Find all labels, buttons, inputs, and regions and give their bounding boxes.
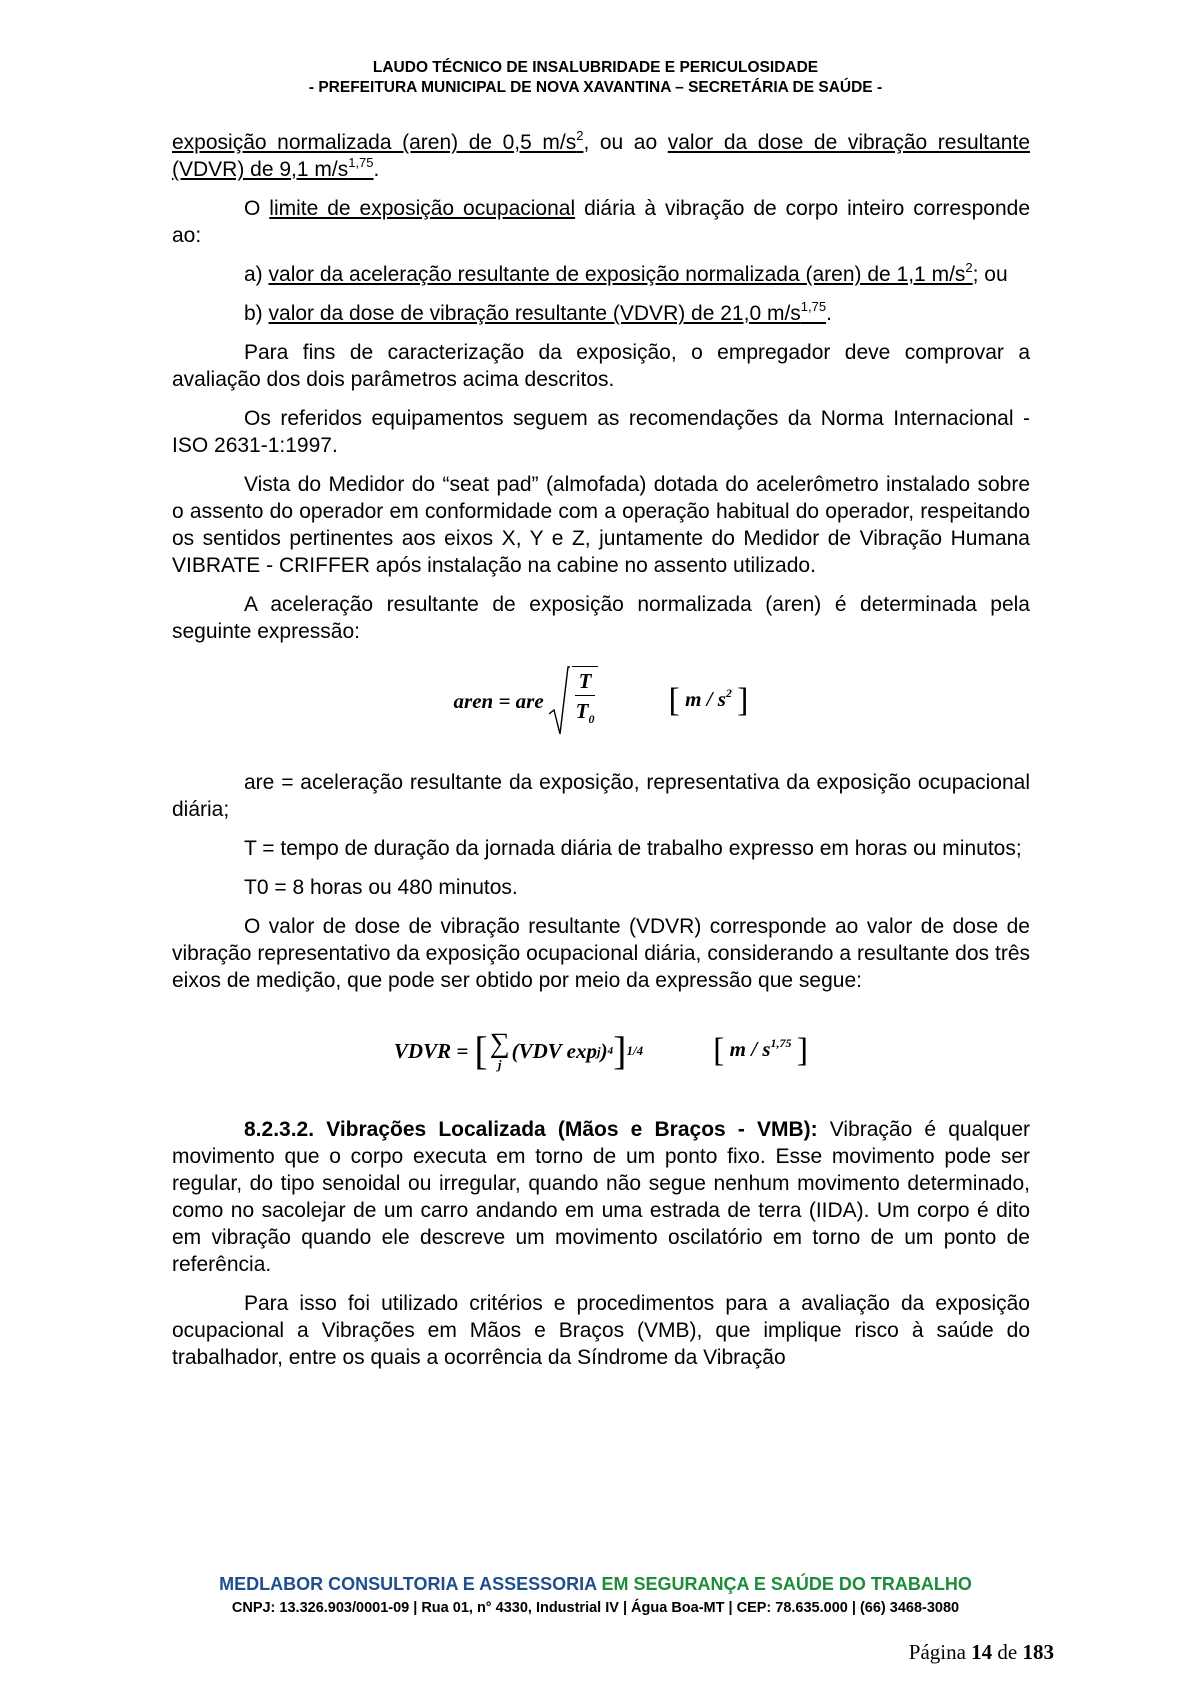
vdvr-unit: [ m / $s^{1,75}$ ] bbox=[713, 1032, 809, 1069]
paragraph: T = tempo de duração da jornada diária de trabalho expresso em horas ou minutos; bbox=[244, 837, 1022, 860]
aren-unit: [ m / $s^2$ ] bbox=[668, 682, 749, 719]
paragraph: Para isso foi utilizado critérios e procedimentos para a avaliação da exposição ocupacional a Vibrações em Mãos e Braços (VMB), que implique risco à saúde do trabalhador, entre os quais a ocorrência da Síndrome da Vibração bbox=[172, 1292, 1030, 1369]
paragraph: are = aceleração resultante da exposição, representativa da exposição ocupacional diária; bbox=[172, 771, 1030, 821]
paragraph: A aceleração resultante de exposição normalizada (aren) é determinada pela seguinte expressão: bbox=[172, 593, 1030, 643]
list-item: b) valor da dose de vibração resultante (VDVR) de 21,0 $m/s^{1,75}$. bbox=[244, 299, 832, 325]
footer-address: CNPJ: 13.326.903/0001-09 | Rua 01, n° 4330, Industrial IV | Água Boa-MT | CEP: 78.635.000 | (66) 3468-3080 bbox=[231, 1600, 960, 1616]
document-body bbox=[172, 129, 1030, 1383]
paragraph: O valor de dose de vibração resultante (VDVR) corresponde ao valor de dose de vibração representativo da exposição ocupacional diária, considerando a resultante dos três eixos de medição, que pode ser obtido por meio da expressão que segue: bbox=[172, 915, 1030, 992]
page-number: Página 14 de 183 bbox=[908, 1640, 1054, 1664]
aren-formula: aren = are $\frac{T}{T_0}$ [ m / $s^2$ ] bbox=[172, 657, 1030, 745]
paragraph: exposição normalizada (aren) de 0,5 $m/s^2$, ou ao valor da dose de vibração resultante (VDVR) de 9,1 $m/s^{1,75}$. bbox=[172, 128, 1030, 181]
square-root: $\frac{T}{T_0}$ bbox=[544, 666, 599, 736]
list-item: a) valor da aceleração resultante de exposição normalizada (aren) de 1,1 $m/s^2$; ou bbox=[244, 260, 1008, 286]
header-subtitle: - PREFEITURA MUNICIPAL DE NOVA XAVANTINA – SECRETÁRIA DE SAÚDE - bbox=[308, 79, 883, 96]
vdvr-formula: VDVR = [ ∑ j (VDV exp j ) 4 ] 1/4 [ m / $s^{1,75}$ ] bbox=[393, 1028, 809, 1073]
document-header bbox=[0, 58, 1191, 98]
section-heading: 8.2.3.2. Vibrações Localizada (Mãos e Braços - VMB): bbox=[244, 1118, 818, 1141]
footer-company: MEDLABOR CONSULTORIA E ASSESSORIA EM SEGURANÇA E SAÚDE DO TRABALHO bbox=[219, 1574, 972, 1594]
document-footer bbox=[0, 1572, 1191, 1618]
header-title: LAUDO TÉCNICO DE INSALUBRIDADE E PERICULOSIDADE bbox=[372, 59, 819, 76]
paragraph: Para fins de caracterização da exposição, o empregador deve comprovar a avaliação dos dois parâmetros acima descritos. bbox=[172, 341, 1030, 391]
section-paragraph: 8.2.3.2. Vibrações Localizada (Mãos e Braços - VMB): Vibração é qualquer movimento que o corpo executa em torno de um ponto fixo. Esse movimento pode ser regular, do tipo senoidal ou irregular, quando não segue nenhum movimento determinado, como no sacolejar de um carro andando em uma estrada de terra (IIDA). Um corpo é dito em vibração quando ele descreve um movimento oscilatório em torno de um ponto de referência. bbox=[172, 1118, 1030, 1276]
paragraph: Os referidos equipamentos seguem as recomendações da Norma Internacional - ISO 2631-1:1997. bbox=[172, 407, 1030, 457]
paragraph: O limite de exposição ocupacional diária à vibração de corpo inteiro corresponde ao: bbox=[172, 197, 1031, 247]
paragraph: Vista do Medidor do “seat pad” (almofada) dotada do acelerômetro instalado sobre o assento do operador em conformidade com a operação habitual do operador, respeitando os sentidos pertinentes aos eixos X, Y e Z, juntamente do Medidor de Vibração Humana VIBRATE - CRIFFER após instalação na cabine no assento utilizado. bbox=[172, 473, 1030, 577]
paragraph: T0 = 8 horas ou 480 minutos. bbox=[244, 876, 518, 899]
